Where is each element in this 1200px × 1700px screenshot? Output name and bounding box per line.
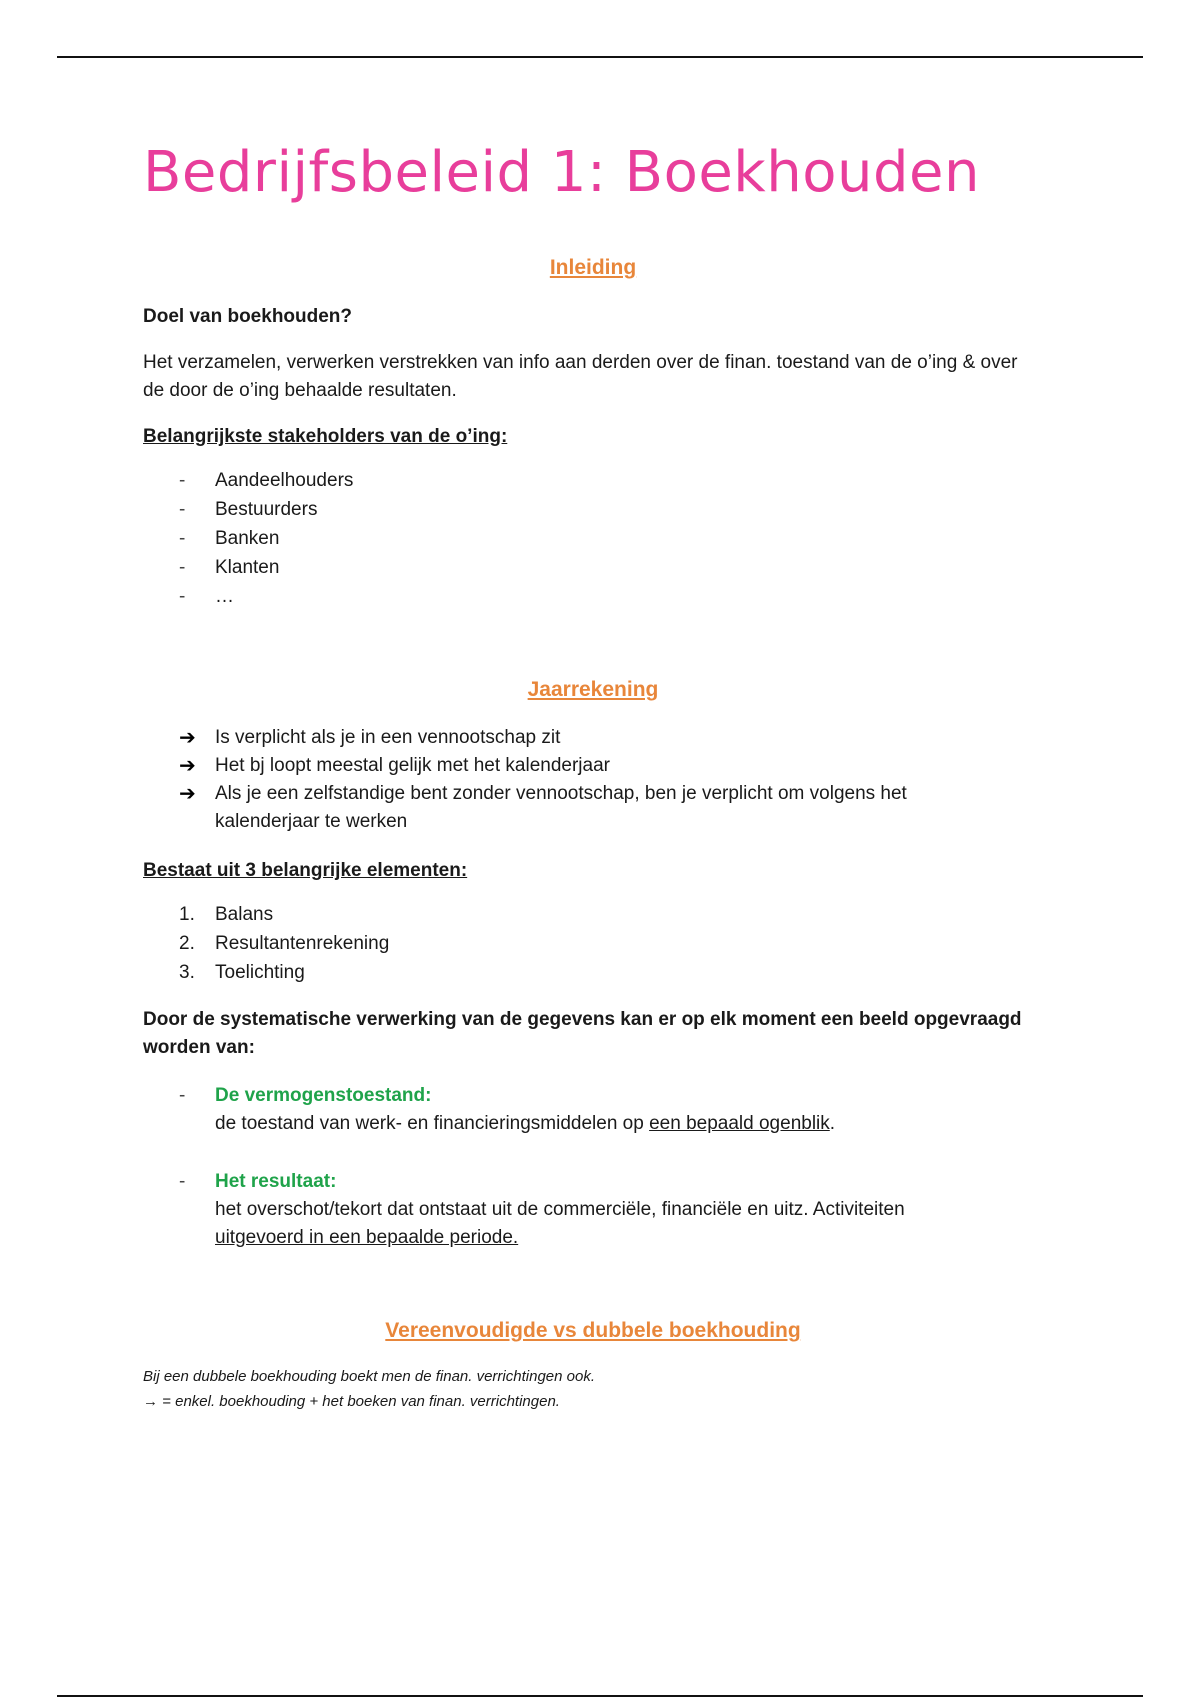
dash-bullet: - xyxy=(179,528,186,549)
dubbele-line1: Bij een dubbele boekhouding boekt men de finan. verrichtingen ook. xyxy=(143,1368,595,1385)
list-item: - Aandeelhouders xyxy=(143,466,353,495)
list-item: - Banken xyxy=(143,524,353,553)
text-vermogenstoestand: de toestand van werk- en financieringsmiddelen op een bepaald ogenblik. xyxy=(215,1113,836,1134)
top-rule xyxy=(57,56,1143,58)
answer-doel: Het verzamelen, verwerken verstrekken van info aan derden over de finan. toestand van de o’ing & over de door de o’ing behaalde resultaten. xyxy=(143,352,1018,401)
page-title: Bedrijfsbeleid 1: Boekhouden xyxy=(143,140,980,205)
jaarrekening-points xyxy=(143,724,1043,836)
systematic-text: Door de systematische verwerking van de gegevens kan er op elk moment een beeld opgevraagd worden van: xyxy=(143,1009,1022,1058)
list-item: - Bestuurders xyxy=(143,495,353,524)
list-item: ➔ Is verplicht als je in een vennootschap zit xyxy=(143,724,1043,752)
list-item: 2. Resultantenrekening xyxy=(179,933,390,954)
arrow-right-icon: → xyxy=(143,1393,158,1410)
list-item: 3. Toelichting xyxy=(179,962,305,983)
question-doel: Doel van boekhouden? xyxy=(143,306,353,327)
arrow-right-icon: ➔ xyxy=(179,727,196,749)
list-item: 1. Balans xyxy=(179,904,274,925)
text-resultaat: het overschot/tekort dat ontstaat uit de commerciële, financiële en uitz. Activiteiten uitgevoerd in een bepaalde periode. xyxy=(215,1199,905,1248)
dash-bullet: - xyxy=(179,470,186,491)
heading-inleiding: Inleiding xyxy=(549,256,637,279)
heading-jaarrekening: Jaarrekening xyxy=(527,678,659,701)
list-item: ➔ Als je een zelfstandige bent zonder vennootschap, ben je verplicht om volgens het kalenderjaar te werken xyxy=(143,780,1043,836)
list-item: - Klanten xyxy=(143,553,353,582)
label-vermogenstoestand: De vermogenstoestand: xyxy=(215,1085,432,1106)
heading-vereenvoudigde: Vereenvoudigde vs dubbele boekhouding xyxy=(385,1319,801,1342)
dash-bullet: - xyxy=(179,499,186,520)
item-resultaat xyxy=(143,1168,1043,1252)
stakeholders-list xyxy=(143,466,353,611)
dubbele-line2: → = enkel. boekhouding + het boeken van finan. verrichtingen. xyxy=(143,1393,560,1410)
bottom-rule xyxy=(57,1695,1143,1697)
item-vermogenstoestand xyxy=(143,1082,1043,1138)
arrow-right-icon: ➔ xyxy=(179,783,196,805)
list-item: ➔ Het bj loopt meestal gelijk met het kalenderjaar xyxy=(143,752,1043,780)
elements-heading: Bestaat uit 3 belangrijke elementen: xyxy=(143,860,468,881)
dash-bullet: - xyxy=(179,557,186,578)
label-resultaat: Het resultaat: xyxy=(215,1171,337,1192)
list-item: - … xyxy=(143,582,353,611)
stakeholders-heading: Belangrijkste stakeholders van de o’ing: xyxy=(143,426,508,447)
dash-bullet: - xyxy=(179,586,186,607)
dash-bullet: - xyxy=(179,1171,186,1192)
elements-list xyxy=(143,900,389,987)
dash-bullet: - xyxy=(179,1085,186,1106)
arrow-right-icon: ➔ xyxy=(179,755,196,777)
